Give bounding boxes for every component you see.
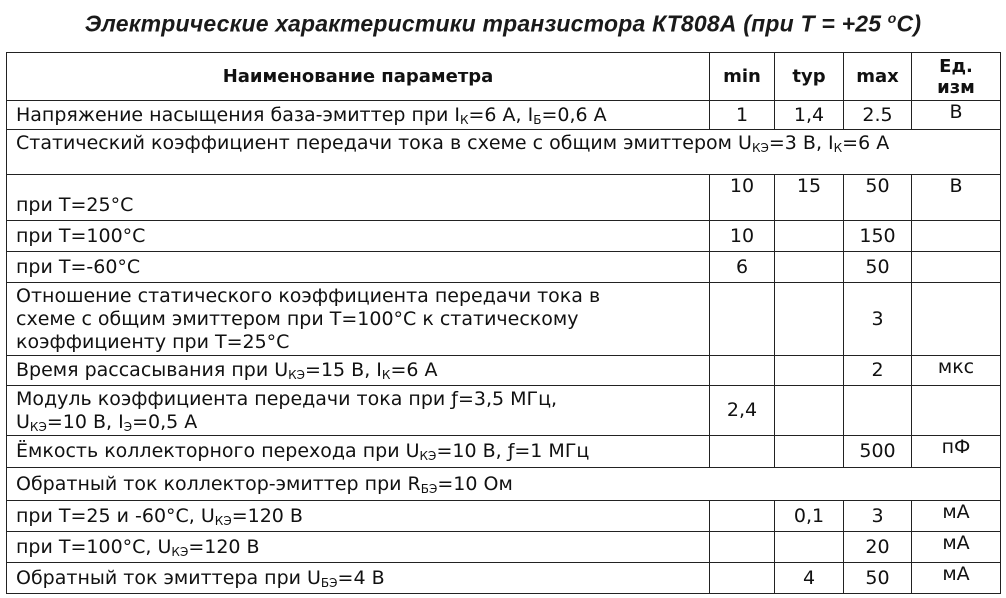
typ-cell (775, 252, 844, 283)
param-line: Отношение статического коэффициента передачи тока в (16, 284, 601, 307)
param-cell: при Т=25°С (7, 175, 710, 221)
param-cell: Ёмкость коллекторного перехода при $U_{КЭ}=10$ В, ƒ=1 МГц (7, 436, 710, 468)
table-row (7, 130, 1001, 175)
table-row (7, 501, 1001, 532)
typ-cell (775, 532, 844, 563)
section-header-cell: Обратный ток коллектор-эмиттер при $R_{БЭ}=10$ Ом (7, 468, 1001, 501)
unit-cell: мА (912, 532, 1001, 563)
characteristics-table (6, 52, 1001, 594)
unit-cell (912, 252, 1001, 283)
param-line: Модуль коэффициента передачи тока при ƒ=3,5 МГц, (16, 387, 558, 410)
table-row (7, 252, 1001, 283)
max-cell: 3 (844, 501, 912, 532)
header-unit: Ед. изм (912, 53, 1001, 101)
header-min: min (710, 53, 775, 101)
max-cell: 500 (844, 436, 912, 468)
max-cell: 3 (844, 283, 912, 356)
max-cell: 2.5 (844, 101, 912, 130)
page-title: Электрические характеристики транзистора КТ808А (при Т = +25 $^o$C) (84, 10, 922, 37)
param-cell: Напряжение насыщения база-эмиттер при $I_К=6$ А, $I_Б=0,6$ А (7, 101, 710, 130)
min-cell: 6 (710, 252, 775, 283)
max-cell: 50 (844, 252, 912, 283)
typ-cell: 15 (775, 175, 844, 221)
table-row (7, 468, 1001, 501)
min-cell: 1 (710, 101, 775, 130)
param-line: $U_{КЭ}=10$ В, $I_Э=0,5$ А (16, 410, 198, 434)
header-max: max (844, 53, 912, 101)
param-cell: при Т=-60°С (7, 252, 710, 283)
param-cell: Обратный ток эмиттера при $U_{БЭ}=4$ В (7, 563, 710, 594)
param-line: схеме с общим эмиттером при Т=100°С к статическому (16, 307, 579, 330)
unit-cell (912, 283, 1001, 356)
unit-cell: мкс (912, 356, 1001, 386)
min-cell (710, 356, 775, 386)
table-row (7, 436, 1001, 468)
header-param: Наименование параметра (7, 53, 710, 101)
max-cell: 20 (844, 532, 912, 563)
param-cell (7, 283, 710, 356)
unit-cell (912, 386, 1001, 436)
typ-cell: 1,4 (775, 101, 844, 130)
unit-cell: пФ (912, 436, 1001, 468)
typ-cell (775, 283, 844, 356)
param-cell: при Т=100°С (7, 221, 710, 252)
param-cell: при Т=25 и -60°С, $U_{КЭ}=120$ В (7, 501, 710, 532)
typ-cell (775, 221, 844, 252)
max-cell (844, 386, 912, 436)
table-row (7, 356, 1001, 386)
param-cell (7, 386, 710, 436)
section-header-cell: Статический коэффициент передачи тока в схеме с общим эмиттером $U_{КЭ}=3$ В, $I_К=6$ А (7, 130, 1001, 175)
min-cell: 10 (710, 175, 775, 221)
param-cell: при Т=100°С, $U_{КЭ}=120$ В (7, 532, 710, 563)
min-cell: 10 (710, 221, 775, 252)
unit-cell: В (912, 175, 1001, 221)
unit-cell: мА (912, 501, 1001, 532)
header-typ: typ (775, 53, 844, 101)
typ-cell (775, 356, 844, 386)
param-cell: Время рассасывания при $U_{КЭ}=15$ В, $I_К=6$ А (7, 356, 710, 386)
min-cell (710, 532, 775, 563)
max-cell: 50 (844, 175, 912, 221)
max-cell: 2 (844, 356, 912, 386)
min-cell (710, 283, 775, 356)
typ-cell: 4 (775, 563, 844, 594)
min-cell (710, 563, 775, 594)
min-cell (710, 436, 775, 468)
table-header-row (7, 53, 1001, 101)
table-row (7, 101, 1001, 130)
table-row (7, 386, 1001, 436)
max-cell: 50 (844, 563, 912, 594)
unit-cell (912, 221, 1001, 252)
param-line: коэффициенту при Т=25°С (16, 330, 290, 353)
typ-cell: 0,1 (775, 501, 844, 532)
typ-cell (775, 436, 844, 468)
table-row (7, 532, 1001, 563)
unit-cell: мА (912, 563, 1001, 594)
min-cell: 2,4 (710, 386, 775, 436)
table-row (7, 563, 1001, 594)
table-row (7, 221, 1001, 252)
typ-cell (775, 386, 844, 436)
max-cell: 150 (844, 221, 912, 252)
table-row (7, 283, 1001, 356)
table-row (7, 175, 1001, 221)
min-cell (710, 501, 775, 532)
unit-cell: В (912, 101, 1001, 130)
